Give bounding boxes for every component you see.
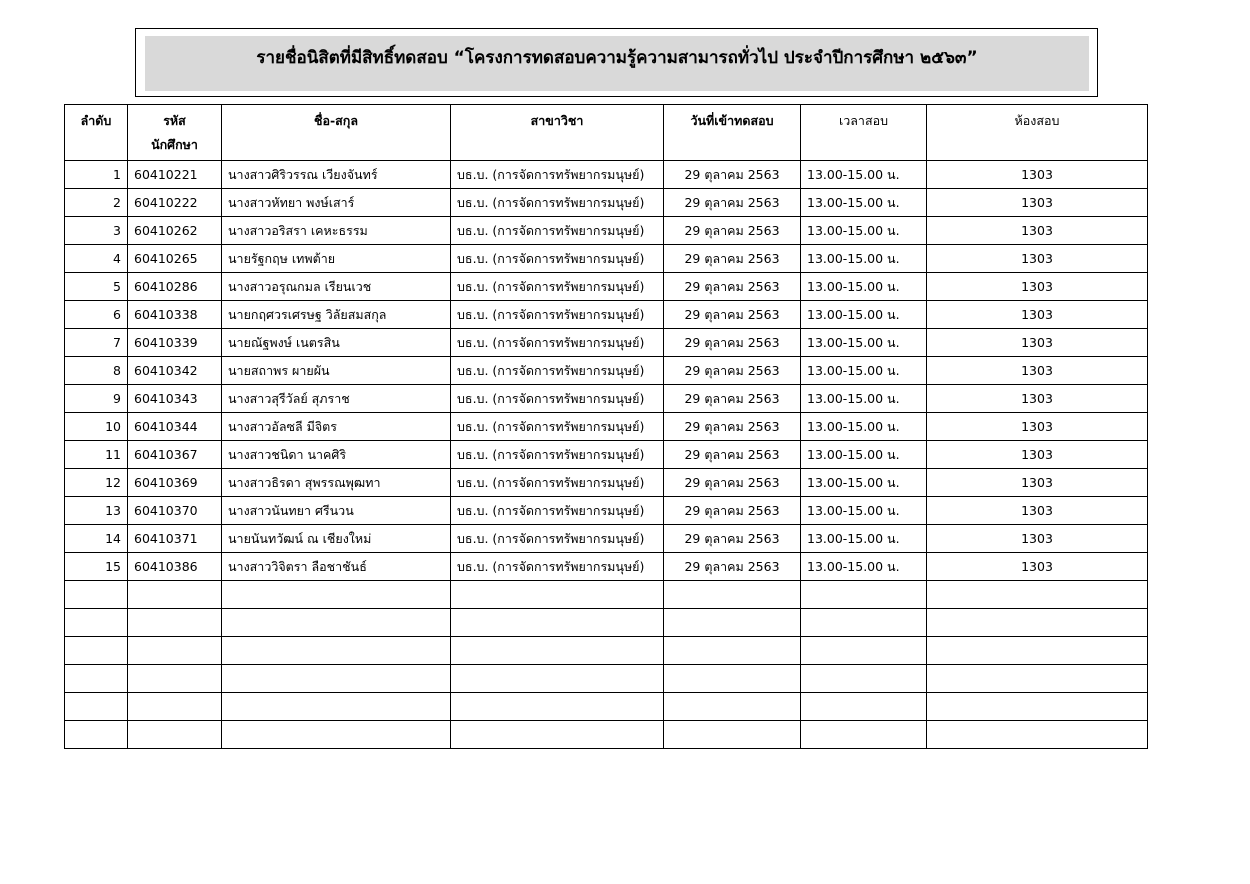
cell-major: บธ.บ. (การจัดการทรัพยากรมนุษย์) xyxy=(451,525,664,553)
cell-exam-date: 29 ตุลาคม 2563 xyxy=(664,385,801,413)
cell-major: บธ.บ. (การจัดการทรัพยากรมนุษย์) xyxy=(451,413,664,441)
cell-order: 10 xyxy=(65,413,128,441)
cell-room: 1303 xyxy=(927,301,1148,329)
cell-student-id: 60410221 xyxy=(128,161,222,189)
cell-exam-time: 13.00-15.00 น. xyxy=(801,217,927,245)
cell-room-empty xyxy=(927,581,1148,609)
cell-room: 1303 xyxy=(927,385,1148,413)
cell-exam-date: 29 ตุลาคม 2563 xyxy=(664,301,801,329)
cell-room: 1303 xyxy=(927,245,1148,273)
cell-student-id: 60410262 xyxy=(128,217,222,245)
cell-student-id: 60410265 xyxy=(128,245,222,273)
cell-student-id: 60410367 xyxy=(128,441,222,469)
cell-major: บธ.บ. (การจัดการทรัพยากรมนุษย์) xyxy=(451,189,664,217)
cell-room: 1303 xyxy=(927,217,1148,245)
table-row xyxy=(65,357,1148,385)
cell-order: 1 xyxy=(65,161,128,189)
cell-exam-time: 13.00-15.00 น. xyxy=(801,329,927,357)
cell-room-empty xyxy=(927,693,1148,721)
cell-major: บธ.บ. (การจัดการทรัพยากรมนุษย์) xyxy=(451,497,664,525)
cell-student-id: 60410369 xyxy=(128,469,222,497)
cell-order: 3 xyxy=(65,217,128,245)
cell-exam-time: 13.00-15.00 น. xyxy=(801,413,927,441)
cell-exam-time-empty xyxy=(801,693,927,721)
cell-room: 1303 xyxy=(927,525,1148,553)
cell-room-empty xyxy=(927,665,1148,693)
cell-name: นางสาวชนิดา นาคศิริ xyxy=(222,441,451,469)
cell-student-id: 60410386 xyxy=(128,553,222,581)
table-body xyxy=(65,161,1148,749)
cell-student-id: 60410342 xyxy=(128,357,222,385)
cell-major: บธ.บ. (การจัดการทรัพยากรมนุษย์) xyxy=(451,217,664,245)
cell-student-id-empty xyxy=(128,609,222,637)
cell-exam-date: 29 ตุลาคม 2563 xyxy=(664,413,801,441)
table-row xyxy=(65,497,1148,525)
cell-name: นายรัฐกฤษ เทพต้าย xyxy=(222,245,451,273)
cell-exam-date: 29 ตุลาคม 2563 xyxy=(664,553,801,581)
cell-exam-date: 29 ตุลาคม 2563 xyxy=(664,189,801,217)
cell-room: 1303 xyxy=(927,441,1148,469)
table-row xyxy=(65,189,1148,217)
cell-major: บธ.บ. (การจัดการทรัพยากรมนุษย์) xyxy=(451,357,664,385)
cell-room-empty xyxy=(927,721,1148,749)
table-row xyxy=(65,413,1148,441)
cell-name-empty xyxy=(222,637,451,665)
cell-student-id-empty xyxy=(128,693,222,721)
cell-name-empty xyxy=(222,721,451,749)
cell-major: บธ.บ. (การจัดการทรัพยากรมนุษย์) xyxy=(451,273,664,301)
cell-exam-time-empty xyxy=(801,665,927,693)
cell-name: นายณัฐพงษ์ เนตรสิน xyxy=(222,329,451,357)
table-row xyxy=(65,553,1148,581)
header-student-id-line2: นักศึกษา xyxy=(151,137,198,152)
header-student-id-line1: รหัส xyxy=(163,113,186,128)
cell-exam-date: 29 ตุลาคม 2563 xyxy=(664,217,801,245)
cell-order: 9 xyxy=(65,385,128,413)
cell-exam-time: 13.00-15.00 น. xyxy=(801,245,927,273)
cell-exam-time: 13.00-15.00 น. xyxy=(801,301,927,329)
cell-major-empty xyxy=(451,721,664,749)
cell-exam-time-empty xyxy=(801,637,927,665)
cell-order: 15 xyxy=(65,553,128,581)
cell-name: นายสถาพร ผายผัน xyxy=(222,357,451,385)
cell-student-id: 60410286 xyxy=(128,273,222,301)
cell-name: นายกฤศวรเศรษฐ วิลัยสมสกุล xyxy=(222,301,451,329)
cell-major: บธ.บ. (การจัดการทรัพยากรมนุษย์) xyxy=(451,441,664,469)
cell-exam-time: 13.00-15.00 น. xyxy=(801,189,927,217)
table-row xyxy=(65,273,1148,301)
header-order: ลำดับ xyxy=(65,105,128,161)
cell-exam-time-empty xyxy=(801,721,927,749)
table-row xyxy=(65,301,1148,329)
cell-exam-date-empty xyxy=(664,693,801,721)
cell-major: บธ.บ. (การจัดการทรัพยากรมนุษย์) xyxy=(451,469,664,497)
cell-order-empty xyxy=(65,609,128,637)
cell-exam-date: 29 ตุลาคม 2563 xyxy=(664,329,801,357)
cell-name-empty xyxy=(222,609,451,637)
cell-name: นางสาวหัทยา พงษ์เสาร์ xyxy=(222,189,451,217)
header-room: ห้องสอบ xyxy=(927,105,1148,161)
cell-order: 4 xyxy=(65,245,128,273)
cell-order-empty xyxy=(65,665,128,693)
cell-room: 1303 xyxy=(927,413,1148,441)
cell-exam-time-empty xyxy=(801,609,927,637)
empty-table-row xyxy=(65,609,1148,637)
cell-exam-date-empty xyxy=(664,609,801,637)
cell-student-id: 60410338 xyxy=(128,301,222,329)
cell-exam-date: 29 ตุลาคม 2563 xyxy=(664,497,801,525)
cell-order-empty xyxy=(65,693,128,721)
cell-exam-time: 13.00-15.00 น. xyxy=(801,497,927,525)
cell-student-id: 60410339 xyxy=(128,329,222,357)
empty-table-row xyxy=(65,665,1148,693)
cell-name: นางสาวศิริวรรณ เวียงจันทร์ xyxy=(222,161,451,189)
cell-name: นางสาวธิรดา สุพรรณพุฒทา xyxy=(222,469,451,497)
table-row xyxy=(65,245,1148,273)
cell-room: 1303 xyxy=(927,273,1148,301)
cell-exam-date-empty xyxy=(664,637,801,665)
cell-exam-time: 13.00-15.00 น. xyxy=(801,553,927,581)
cell-exam-time: 13.00-15.00 น. xyxy=(801,357,927,385)
cell-order: 13 xyxy=(65,497,128,525)
cell-order-empty xyxy=(65,581,128,609)
cell-exam-date: 29 ตุลาคม 2563 xyxy=(664,469,801,497)
cell-order: 12 xyxy=(65,469,128,497)
empty-table-row xyxy=(65,721,1148,749)
cell-major: บธ.บ. (การจัดการทรัพยากรมนุษย์) xyxy=(451,161,664,189)
cell-major: บธ.บ. (การจัดการทรัพยากรมนุษย์) xyxy=(451,301,664,329)
cell-exam-time: 13.00-15.00 น. xyxy=(801,161,927,189)
cell-name-empty xyxy=(222,581,451,609)
empty-table-row xyxy=(65,637,1148,665)
cell-student-id: 60410343 xyxy=(128,385,222,413)
cell-major: บธ.บ. (การจัดการทรัพยากรมนุษย์) xyxy=(451,329,664,357)
table-row xyxy=(65,525,1148,553)
table-row xyxy=(65,217,1148,245)
table-row xyxy=(65,469,1148,497)
cell-exam-date: 29 ตุลาคม 2563 xyxy=(664,525,801,553)
cell-name: นางสาวนันทยา ศรีนวน xyxy=(222,497,451,525)
header-exam-time: เวลาสอบ xyxy=(801,105,927,161)
cell-order-empty xyxy=(65,637,128,665)
cell-order: 14 xyxy=(65,525,128,553)
cell-name: นางสาวอรุณกมล เรียนเวช xyxy=(222,273,451,301)
cell-exam-date: 29 ตุลาคม 2563 xyxy=(664,245,801,273)
cell-exam-time: 13.00-15.00 น. xyxy=(801,525,927,553)
cell-name-empty xyxy=(222,665,451,693)
cell-exam-time-empty xyxy=(801,581,927,609)
cell-name: นางสาวสุรีวัลย์ สุภราช xyxy=(222,385,451,413)
cell-major: บธ.บ. (การจัดการทรัพยากรมนุษย์) xyxy=(451,553,664,581)
cell-exam-date: 29 ตุลาคม 2563 xyxy=(664,273,801,301)
cell-major-empty xyxy=(451,665,664,693)
cell-exam-time: 13.00-15.00 น. xyxy=(801,469,927,497)
cell-order: 7 xyxy=(65,329,128,357)
cell-room: 1303 xyxy=(927,189,1148,217)
cell-room: 1303 xyxy=(927,161,1148,189)
cell-room-empty xyxy=(927,609,1148,637)
cell-room: 1303 xyxy=(927,497,1148,525)
cell-student-id-empty xyxy=(128,665,222,693)
cell-student-id-empty xyxy=(128,721,222,749)
header-major: สาขาวิชา xyxy=(451,105,664,161)
cell-student-id-empty xyxy=(128,637,222,665)
cell-student-id: 60410370 xyxy=(128,497,222,525)
title-banner xyxy=(145,36,1089,91)
cell-exam-date-empty xyxy=(664,665,801,693)
cell-order: 11 xyxy=(65,441,128,469)
cell-major: บธ.บ. (การจัดการทรัพยากรมนุษย์) xyxy=(451,245,664,273)
cell-major: บธ.บ. (การจัดการทรัพยากรมนุษย์) xyxy=(451,385,664,413)
table-row xyxy=(65,385,1148,413)
table-row xyxy=(65,441,1148,469)
cell-name-empty xyxy=(222,693,451,721)
cell-room: 1303 xyxy=(927,357,1148,385)
title-box xyxy=(135,28,1098,97)
cell-major-empty xyxy=(451,609,664,637)
cell-name: นางสาวอัลซลี มีจิตร xyxy=(222,413,451,441)
cell-order: 2 xyxy=(65,189,128,217)
cell-student-id-empty xyxy=(128,581,222,609)
cell-room: 1303 xyxy=(927,329,1148,357)
cell-exam-date-empty xyxy=(664,581,801,609)
cell-major-empty xyxy=(451,637,664,665)
cell-room: 1303 xyxy=(927,553,1148,581)
table-header-row xyxy=(65,105,1148,161)
cell-exam-date-empty xyxy=(664,721,801,749)
header-name: ชื่อ-สกุล xyxy=(222,105,451,161)
cell-order-empty xyxy=(65,721,128,749)
table-row xyxy=(65,161,1148,189)
header-student-id xyxy=(128,105,222,161)
empty-table-row xyxy=(65,581,1148,609)
cell-student-id: 60410222 xyxy=(128,189,222,217)
cell-student-id: 60410344 xyxy=(128,413,222,441)
cell-room: 1303 xyxy=(927,469,1148,497)
header-exam-date: วันที่เข้าทดสอบ xyxy=(664,105,801,161)
cell-exam-date: 29 ตุลาคม 2563 xyxy=(664,161,801,189)
cell-exam-time: 13.00-15.00 น. xyxy=(801,441,927,469)
cell-name: นายนันทวัฒน์ ณ เชียงใหม่ xyxy=(222,525,451,553)
empty-table-row xyxy=(65,693,1148,721)
table-row xyxy=(65,329,1148,357)
cell-exam-time: 13.00-15.00 น. xyxy=(801,385,927,413)
cell-exam-date: 29 ตุลาคม 2563 xyxy=(664,357,801,385)
page-title: รายชื่อนิสิตที่มีสิทธิ์ทดสอบ “โครงการทดสอบความรู้ความสามารถทั่วไป ประจำปีการศึกษา ๒๕๖๓” xyxy=(256,48,978,68)
cell-student-id: 60410371 xyxy=(128,525,222,553)
cell-exam-date: 29 ตุลาคม 2563 xyxy=(664,441,801,469)
cell-exam-time: 13.00-15.00 น. xyxy=(801,273,927,301)
cell-name: นางสาวอริสรา เคหะธรรม xyxy=(222,217,451,245)
cell-room-empty xyxy=(927,637,1148,665)
cell-major-empty xyxy=(451,693,664,721)
cell-name: นางสาววิจิตรา ลือชาชันธ์ xyxy=(222,553,451,581)
cell-major-empty xyxy=(451,581,664,609)
cell-order: 8 xyxy=(65,357,128,385)
exam-roster-table xyxy=(64,104,1148,749)
cell-order: 5 xyxy=(65,273,128,301)
cell-order: 6 xyxy=(65,301,128,329)
